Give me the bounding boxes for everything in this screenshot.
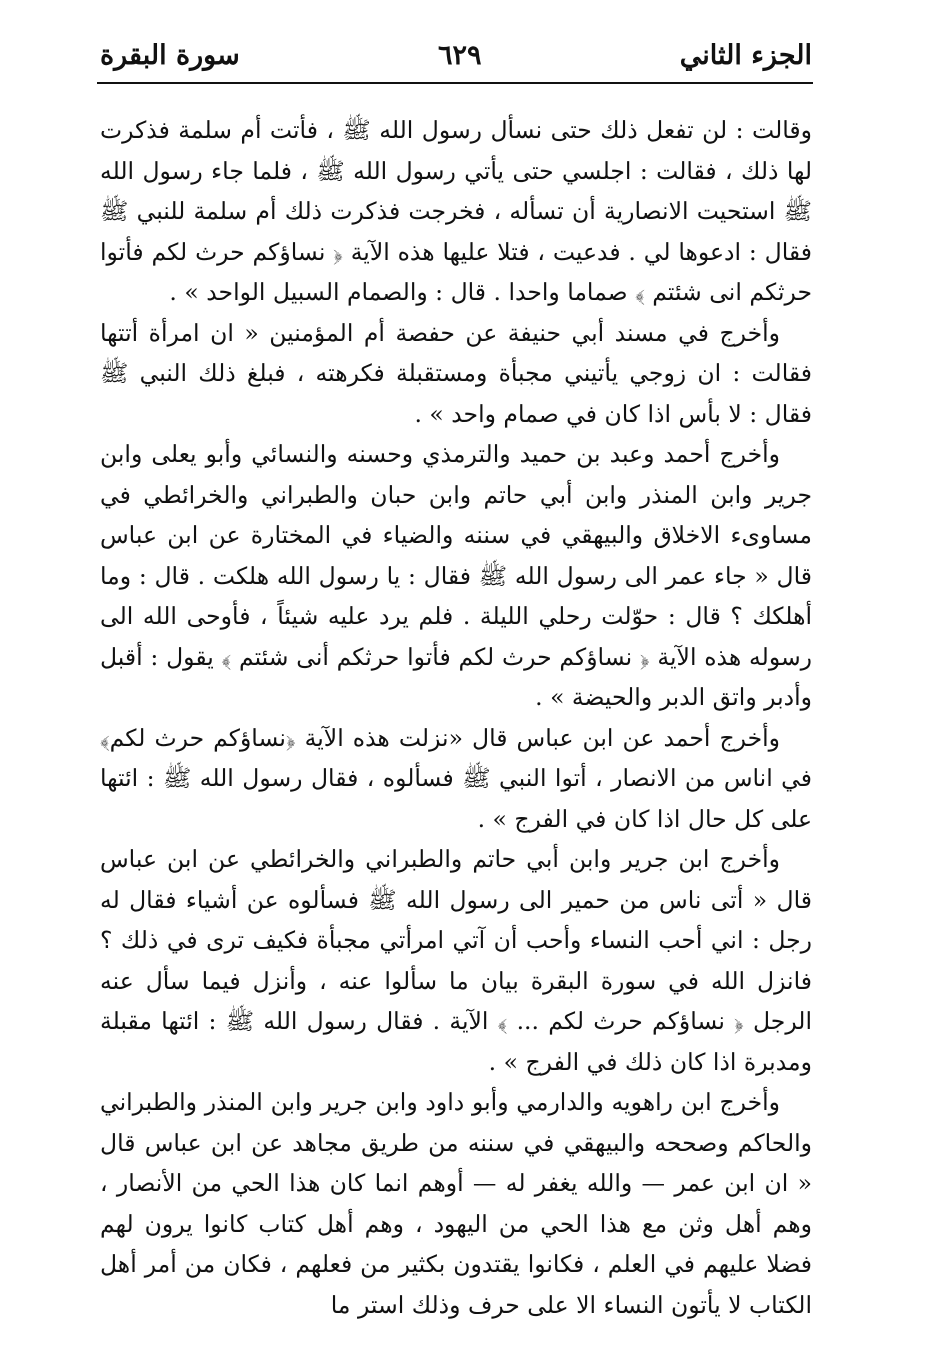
paragraph-4: وأخرج أحمد عن ابن عباس قال «نزلت هذه الآية ﴿نساؤكم حرث لكم﴾ في اناس من الانصار ، أتوا النبي ﷺ فسألوه ، فقال رسول الله ﷺ : ائتها على كل حال اذا كان في الفرج » . bbox=[100, 723, 812, 833]
paragraph-1: وقالت : لن تفعل ذلك حتى نسأل رسول الله ﷺ ، فأتت أم سلمة فذكرت لها ذلك ، فقالت : اجلسي حتى يأتي رسول الله ﷺ ، فلما جاء رسول الله ﷺ استحيت الانصارية أن تسأله ، فخرجت فذكرت ذلك أم سلمة للنبي ﷺ فقال : ادعوها لي . فدعيت ، فتلا عليها هذه الآية ﴿ نساؤكم حرث لكم فأتوا حرثكم انى شئتم ﴾ صماما واحدا . قال : والصمام السبيل الواحد » . bbox=[100, 116, 812, 306]
paragraph-5: وأخرج ابن جرير وابن أبي حاتم والطبراني والخرائطي عن ابن عباس قال « أتى ناس من حمير الى رسول الله ﷺ فسألوه عن أشياء فقال له رجل : اني أحب النساء وأحب أن آتي امرأتي مجبأة فكيف ترى في ذلك ؟ فانزل الله في سورة البقرة بيان ما سألوا عنه ، وأنزل فيما سأل عنه الرجل ﴿ نساؤكم حرث لكم ... ﴾ الآية . فقال رسول الله ﷺ : ائتها مقبلة ومدبرة اذا كان ذلك في الفرج » . bbox=[100, 845, 812, 1076]
page-number: ٦٢٩ bbox=[437, 40, 482, 71]
surah-title: سورة البقرة bbox=[100, 40, 240, 71]
running-header bbox=[100, 30, 812, 78]
header-divider bbox=[97, 82, 813, 84]
part-title: الجزء الثاني bbox=[679, 40, 812, 71]
paragraph-6: وأخرج ابن راهويه والدارمي وأبو داود وابن جرير وابن المنذر والطبراني والحاكم وصححه والبيهقي في سننه من طريق مجاهد عن ابن عباس قال « ان ابن عمر — والله يغفر له — أوهم انما كان هذا الحي من الأنصار ، وهم أهل وثن مع هذا الحي من اليهود ، وهم أهل كتاب كانوا يرون لهم فضلا عليهم في العلم ، فكانوا يقتدون بكثير من فعلهم ، فكان من أمر أهل الكتاب لا يأتون النساء الا على حرف وذلك استر ما bbox=[100, 1088, 812, 1319]
paragraph-3: وأخرج أحمد وعبد بن حميد والترمذي وحسنه والنسائي وأبو يعلى وابن جرير وابن المنذر وابن أبي حاتم وابن حبان والطبراني والخرائطي في مساوىء الاخلاق والبيهقي في سننه والضياء في المختارة عن ابن عباس قال « جاء عمر الى رسول الله ﷺ فقال : يا رسول الله هلكت . قال : وما أهلكك ؟ قال : حوّلت رحلي الليلة . فلم يرد عليه شيئاً ، فأوحى الله الى رسوله هذه الآية ﴿ نساؤكم حرث لكم فأتوا حرثكم أنى شئتم ﴾ يقول : أقبل وأدبر واتق الدبر والحيضة » . bbox=[100, 440, 812, 711]
page-body bbox=[100, 110, 812, 1325]
paragraph-2: وأخرج في مسند أبي حنيفة عن حفصة أم المؤمنين « ان امرأة أتتها فقالت : ان زوجي يأتيني مجبأة ومستقبلة فكرهته ، فبلغ ذلك النبي ﷺ فقال : لا بأس اذا كان في صمام واحد » . bbox=[100, 318, 812, 428]
